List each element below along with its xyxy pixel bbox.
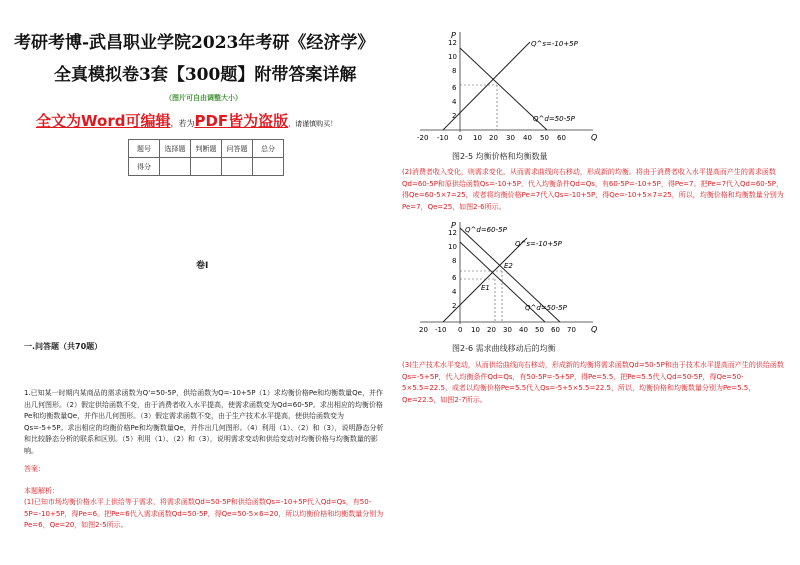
figure-2-6 (415, 218, 600, 338)
explanation-label: 本题解析： (24, 487, 59, 495)
score-header-cell: 问答题 (222, 140, 253, 158)
section-title: 一.问答题（共70题） (24, 342, 103, 351)
figure-2-6-caption: 图2-6 需求曲线移动后的均衡 (452, 344, 556, 353)
fig2-x-tick: 70 (567, 326, 576, 334)
score-table-score-row (129, 158, 284, 176)
fig1-x-tick: 50 (540, 134, 549, 142)
volume-label: 卷I (196, 261, 209, 271)
fig2-demand-label: Q^d=50-5P (525, 304, 567, 312)
fig2-x-tick: 20 (487, 326, 496, 334)
fig2-x-tick: 20 (419, 326, 428, 334)
fig2-x-tick: 0 (458, 326, 463, 334)
explanation-part1: (1)已知市场均衡价格水平上供给等于需求，将需求函数Qd=50-5P和供给函数Qs=-10+5P代入Qd=Qs，有50-5P=-10+5P，得Pe=6。把Pe=6代入需求函数Qd=50-5P，得Qe=50-5×6=20，所以均衡价格和均衡数量分别为Pe=6，Qe=20，如图2-5所示。 (24, 498, 384, 529)
score-header-cell: 总分 (253, 140, 284, 158)
fig1-x-tick: 30 (506, 134, 515, 142)
score-header-cell: 选择题 (160, 140, 191, 158)
fig2-y-tick: 2 (452, 302, 457, 310)
fig1-y-tick: 6 (452, 84, 457, 92)
score-cell (191, 158, 222, 176)
fig1-x-tick: 10 (473, 134, 482, 142)
document-title-line1: 考研考博-武昌职业学院2023年考研《经济学》 (14, 33, 375, 53)
fig2-x-axis-label: Q (591, 325, 598, 334)
fig1-x-tick: -20 (417, 134, 429, 142)
figure-2-5-caption: 图2-5 均衡价格和均衡数量 (452, 152, 548, 161)
fig1-x-tick: 20 (489, 134, 498, 142)
fig2-x-tick: 40 (519, 326, 528, 334)
fig1-demand-label: Q^d=50-5P (533, 115, 575, 123)
fig1-supply-label: Q^s=-10+5P (531, 40, 578, 48)
score-table (128, 139, 284, 176)
answer-label: 答案： (24, 465, 45, 473)
question-text: 1.已知某一时期内某商品的需求函数为Q'=50-5P，供给函数为Q=-10+5P（1）求均衡价格Pe和均衡数量Qe，并作出几何图形。（2）假定供给函数不变，由于消费者收入水平提高，使需求函数变为Qd=60-5P。求出相应的均衡价格Pe和均衡数量Qe，并作出几何图形。（3）假定需求函数不变，由于生产技术水平提高，使供给函数变为Qs=-5+5P。求出相应的均衡价格Pe和均衡数量Qe，并作出几何图形。（4）利用（1）、（2）和（3），说明静态分析和比较静态分析的联系和区别。（5）利用（1）、（2）和（3），说明需求变动和供给变动对均衡价格与均衡数量的影响。 (24, 389, 384, 455)
promo-pdf-warning: PDF皆为盗版 (194, 112, 289, 130)
fig1-y-axis-label: P (451, 31, 456, 40)
fig2-x-tick: 50 (535, 326, 544, 334)
explanation-part2: (2)消费者收入变化，则需求变化，从而需求曲线向右移动，形成新的均衡。将由于消费者收入水平提高而产生的需求函数Qd=60-5P和原供给函数Qs=-10+5P，代入均衡条件Qd=Qs，有60-5P=-10+5P，得Pe=7。把Pe=7代入Qd=60-5P，得Qe=60-5×7=25，或者将均衡价格Pe=7代入Qs=-10+5P，得Qe=-10+5×7=25，所以，均衡价格和均衡数量分别为Pe=7，Qe=25，如图2-6所示。 (402, 168, 784, 211)
promo-line (36, 110, 337, 131)
fig1-x-tick: -10 (437, 134, 449, 142)
fig2-y-axis-label: P (451, 221, 456, 230)
fig2-x-tick: 10 (471, 326, 480, 334)
fig2-e1-label: E1 (481, 284, 490, 292)
score-cell (160, 158, 191, 176)
fig2-y-tick: 6 (452, 274, 457, 282)
promo-word-editable: 全文为Word可编辑 (36, 112, 171, 130)
fig2-supply-label: Q^s=-10+5P (515, 240, 562, 248)
score-cell (222, 158, 253, 176)
fig2-y-tick: 8 (452, 257, 457, 265)
fig2-e2-label: E2 (504, 262, 513, 270)
fig2-x-tick: 30 (503, 326, 512, 334)
fig1-x-axis-label: Q (591, 133, 598, 142)
fig1-y-tick: 10 (448, 53, 457, 61)
promo-mid-text: ，若为 (170, 119, 195, 128)
fig1-x-tick: 60 (557, 134, 566, 142)
fig2-y-tick: 4 (452, 288, 457, 296)
document-title-line2: 全真模拟卷3套【300题】附带答案详解 (54, 65, 357, 85)
fig1-y-tick: 12 (448, 39, 457, 47)
promo-tail-text: ，请谨慎购买！ (288, 120, 338, 128)
explanation-part3: (3)生产技术水平变动，从而供给曲线向右移动，形成新的均衡将需求函数Qd=50-5P和由于技术水平提高而产生的供给函数Qs=-5+5P，代入均衡条件Qd=Qs，有50-5P=-5+5P，得Pe=5.5，把Pe=5.5代入Qd=50-5P，得Qe=50-5×5.5=22.5，或者以均衡价格Pe=5.5代入Qs=-5+5×5.5=22.5，所以，均衡价格和均衡数量分别为Pe=5.5，Qe=22.5，如图2-7所示。 (402, 361, 784, 404)
fig1-x-tick: 40 (523, 134, 532, 142)
fig2-demand-new-label: Q^d=60-5P (465, 226, 507, 234)
score-cell (253, 158, 284, 176)
fig1-y-tick: 8 (452, 67, 457, 75)
fig2-y-tick: 12 (448, 229, 457, 237)
score-table-header-row (129, 140, 284, 158)
score-header-cell: 判断题 (191, 140, 222, 158)
figure-2-5 (415, 28, 600, 148)
fig1-y-tick: 4 (452, 98, 457, 106)
fig2-x-tick: 60 (551, 326, 560, 334)
fig1-x-tick: 0 (458, 134, 463, 142)
fig2-x-tick: -10 (435, 326, 447, 334)
fig2-y-tick: 10 (448, 243, 457, 251)
score-header-cell: 题号 (129, 140, 160, 158)
score-row-label: 得分 (129, 158, 160, 176)
image-resize-note: （图片可自由调整大小） (165, 94, 242, 102)
fig1-y-tick: 2 (452, 112, 457, 120)
